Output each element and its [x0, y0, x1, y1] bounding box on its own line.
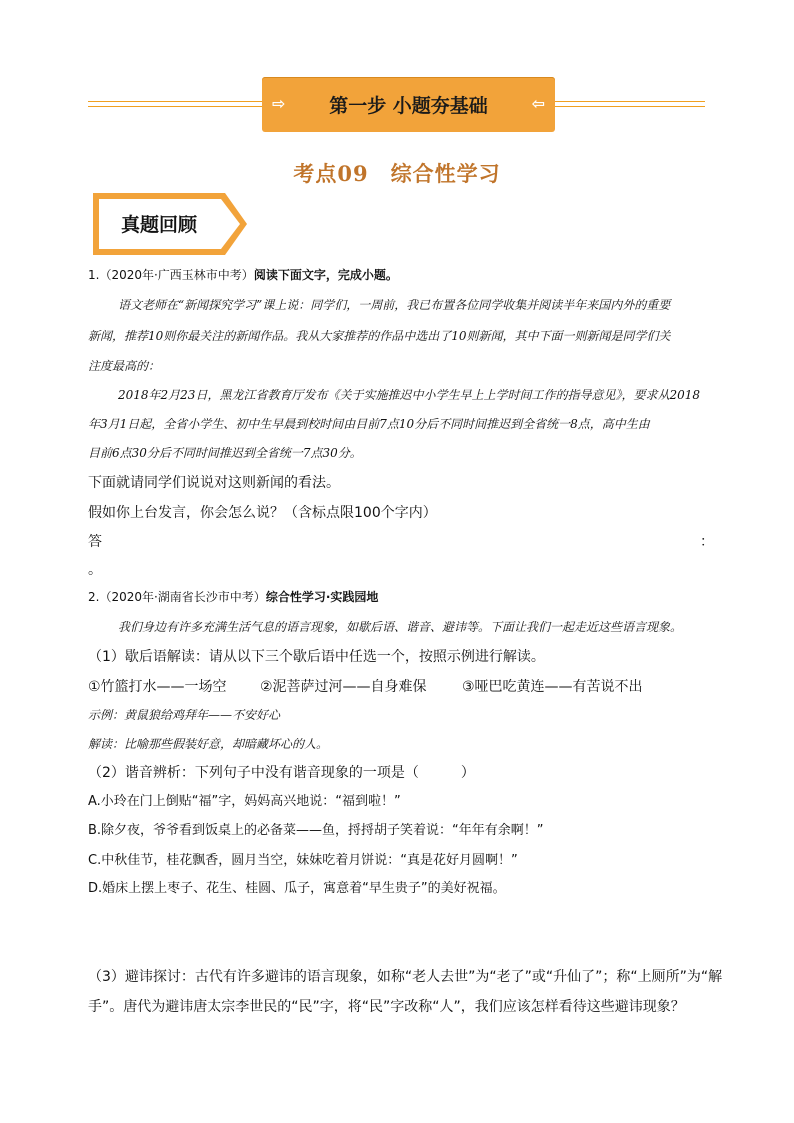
q2-sub1: （1）歇后语解读：请从以下三个歇后语中任选一个，按照示例进行解读。 [88, 649, 545, 665]
arrow-right-icon: ⇨ [272, 94, 286, 113]
banner-rule-right-top [555, 101, 705, 102]
q1-para1-line1: 语文老师在“新闻探究学习”课上说：同学们，一周前，我已布置各位同学收集并阅读半年来国内外的重要 [118, 298, 671, 312]
q1-source: 1.（2020年·广西玉林市中考） [88, 268, 254, 282]
q2-option-b: B.除夕夜，爷爷看到饭桌上的必备菜——鱼，捋捋胡子笑着说：“年年有余啊！” [88, 823, 544, 838]
q1-prompt2: 假如你上台发言，你会怎么说？（含标点限100个字内） [88, 505, 437, 521]
banner-rule-left-bottom [88, 106, 262, 107]
banner-title: 第一步 小题夯基础 [329, 95, 488, 117]
section-tag-label: 真题回顾 [121, 214, 198, 236]
q1-para1-line3: 注度最高的： [88, 359, 161, 373]
q2-source: 2.（2020年·湖南省长沙市中考） [88, 590, 266, 604]
q2-option-2: ②泥菩萨过河——自身难保 [260, 679, 427, 695]
q2-sub2: （2）谐音辨析：下列句子中没有谐音现象的一项是（ ） [88, 765, 475, 781]
q1-header [88, 266, 398, 283]
q2-option-d: D.婚床上摆上枣子、花生、桂圆、瓜子，寓意着“早生贵子”的美好祝福。 [88, 881, 506, 896]
q2-option-3: ③哑巴吃黄连——有苦说不出 [462, 679, 643, 695]
banner-rule-left-top [88, 101, 262, 102]
q2-option-a: A.小玲在门上倒贴“福”字，妈妈高兴地说：“福到啦！” [88, 794, 401, 809]
q2-option-c: C.中秋佳节，桂花飘香，圆月当空，妹妹吃着月饼说：“真是花好月圆啊！” [88, 853, 518, 868]
banner-rule-right-bottom [555, 106, 705, 107]
q1-para1-line2: 新闻，推荐10则你最关注的新闻作品。我从大家推荐的作品中选出了10则新闻，其中下面一则新闻是同学们关 [88, 329, 671, 343]
q1-para2-line1: 2018年2月23日，黑龙江省教育厅发布《关于实施推迟中小学生早上上学时间工作的指导意见》，要求从2018 [118, 388, 700, 402]
q1-answer-label: 答 [88, 534, 102, 550]
q2-instruction: 综合性学习·实践园地 [265, 590, 379, 604]
topic-title: 考点09 综合性学习 [293, 161, 501, 186]
q1-para2-line2: 年3月1日起，全省小学生、初中生早晨到校时间由目前7点10分后不同时间推迟到全省统一8点，高中生由 [88, 417, 650, 431]
arrow-left-icon: ⇦ [531, 94, 545, 113]
q2-explain: 解读：比喻那些假装好意，却暗藏坏心的人。 [88, 737, 329, 751]
q1-answer-end: 。 [88, 562, 102, 578]
q2-sub3-line1: （3）避讳探讨：古代有许多避讳的语言现象，如称“老人去世”为“老了”或“升仙了”；称“上厕所”为“解 [88, 969, 723, 985]
q2-sub3-line2: 手”。唐代为避讳唐太宗李世民的“民”字，将“民”字改称“人”，我们应该怎样看待这些避讳现象？ [88, 999, 685, 1015]
step-banner [262, 77, 555, 132]
q2-example: 示例：黄鼠狼给鸡拜年——不安好心 [88, 708, 281, 722]
q2-header [88, 588, 378, 605]
section-tag [93, 193, 247, 255]
q2-option-1: ①竹篮打水——一场空 [88, 679, 227, 695]
q1-instruction: 阅读下面文字，完成小题。 [253, 268, 398, 282]
q1-answer-colon: ： [700, 534, 714, 550]
q2-intro: 我们身边有许多充满生活气息的语言现象，如歇后语、谐音、避讳等。下面让我们一起走近这些语言现象。 [118, 620, 683, 634]
q1-para2-line3: 目前6点30分后不同时间推迟到全省统一7点30分。 [88, 446, 362, 460]
q1-prompt1: 下面就请同学们说说对这则新闻的看法。 [88, 475, 340, 491]
